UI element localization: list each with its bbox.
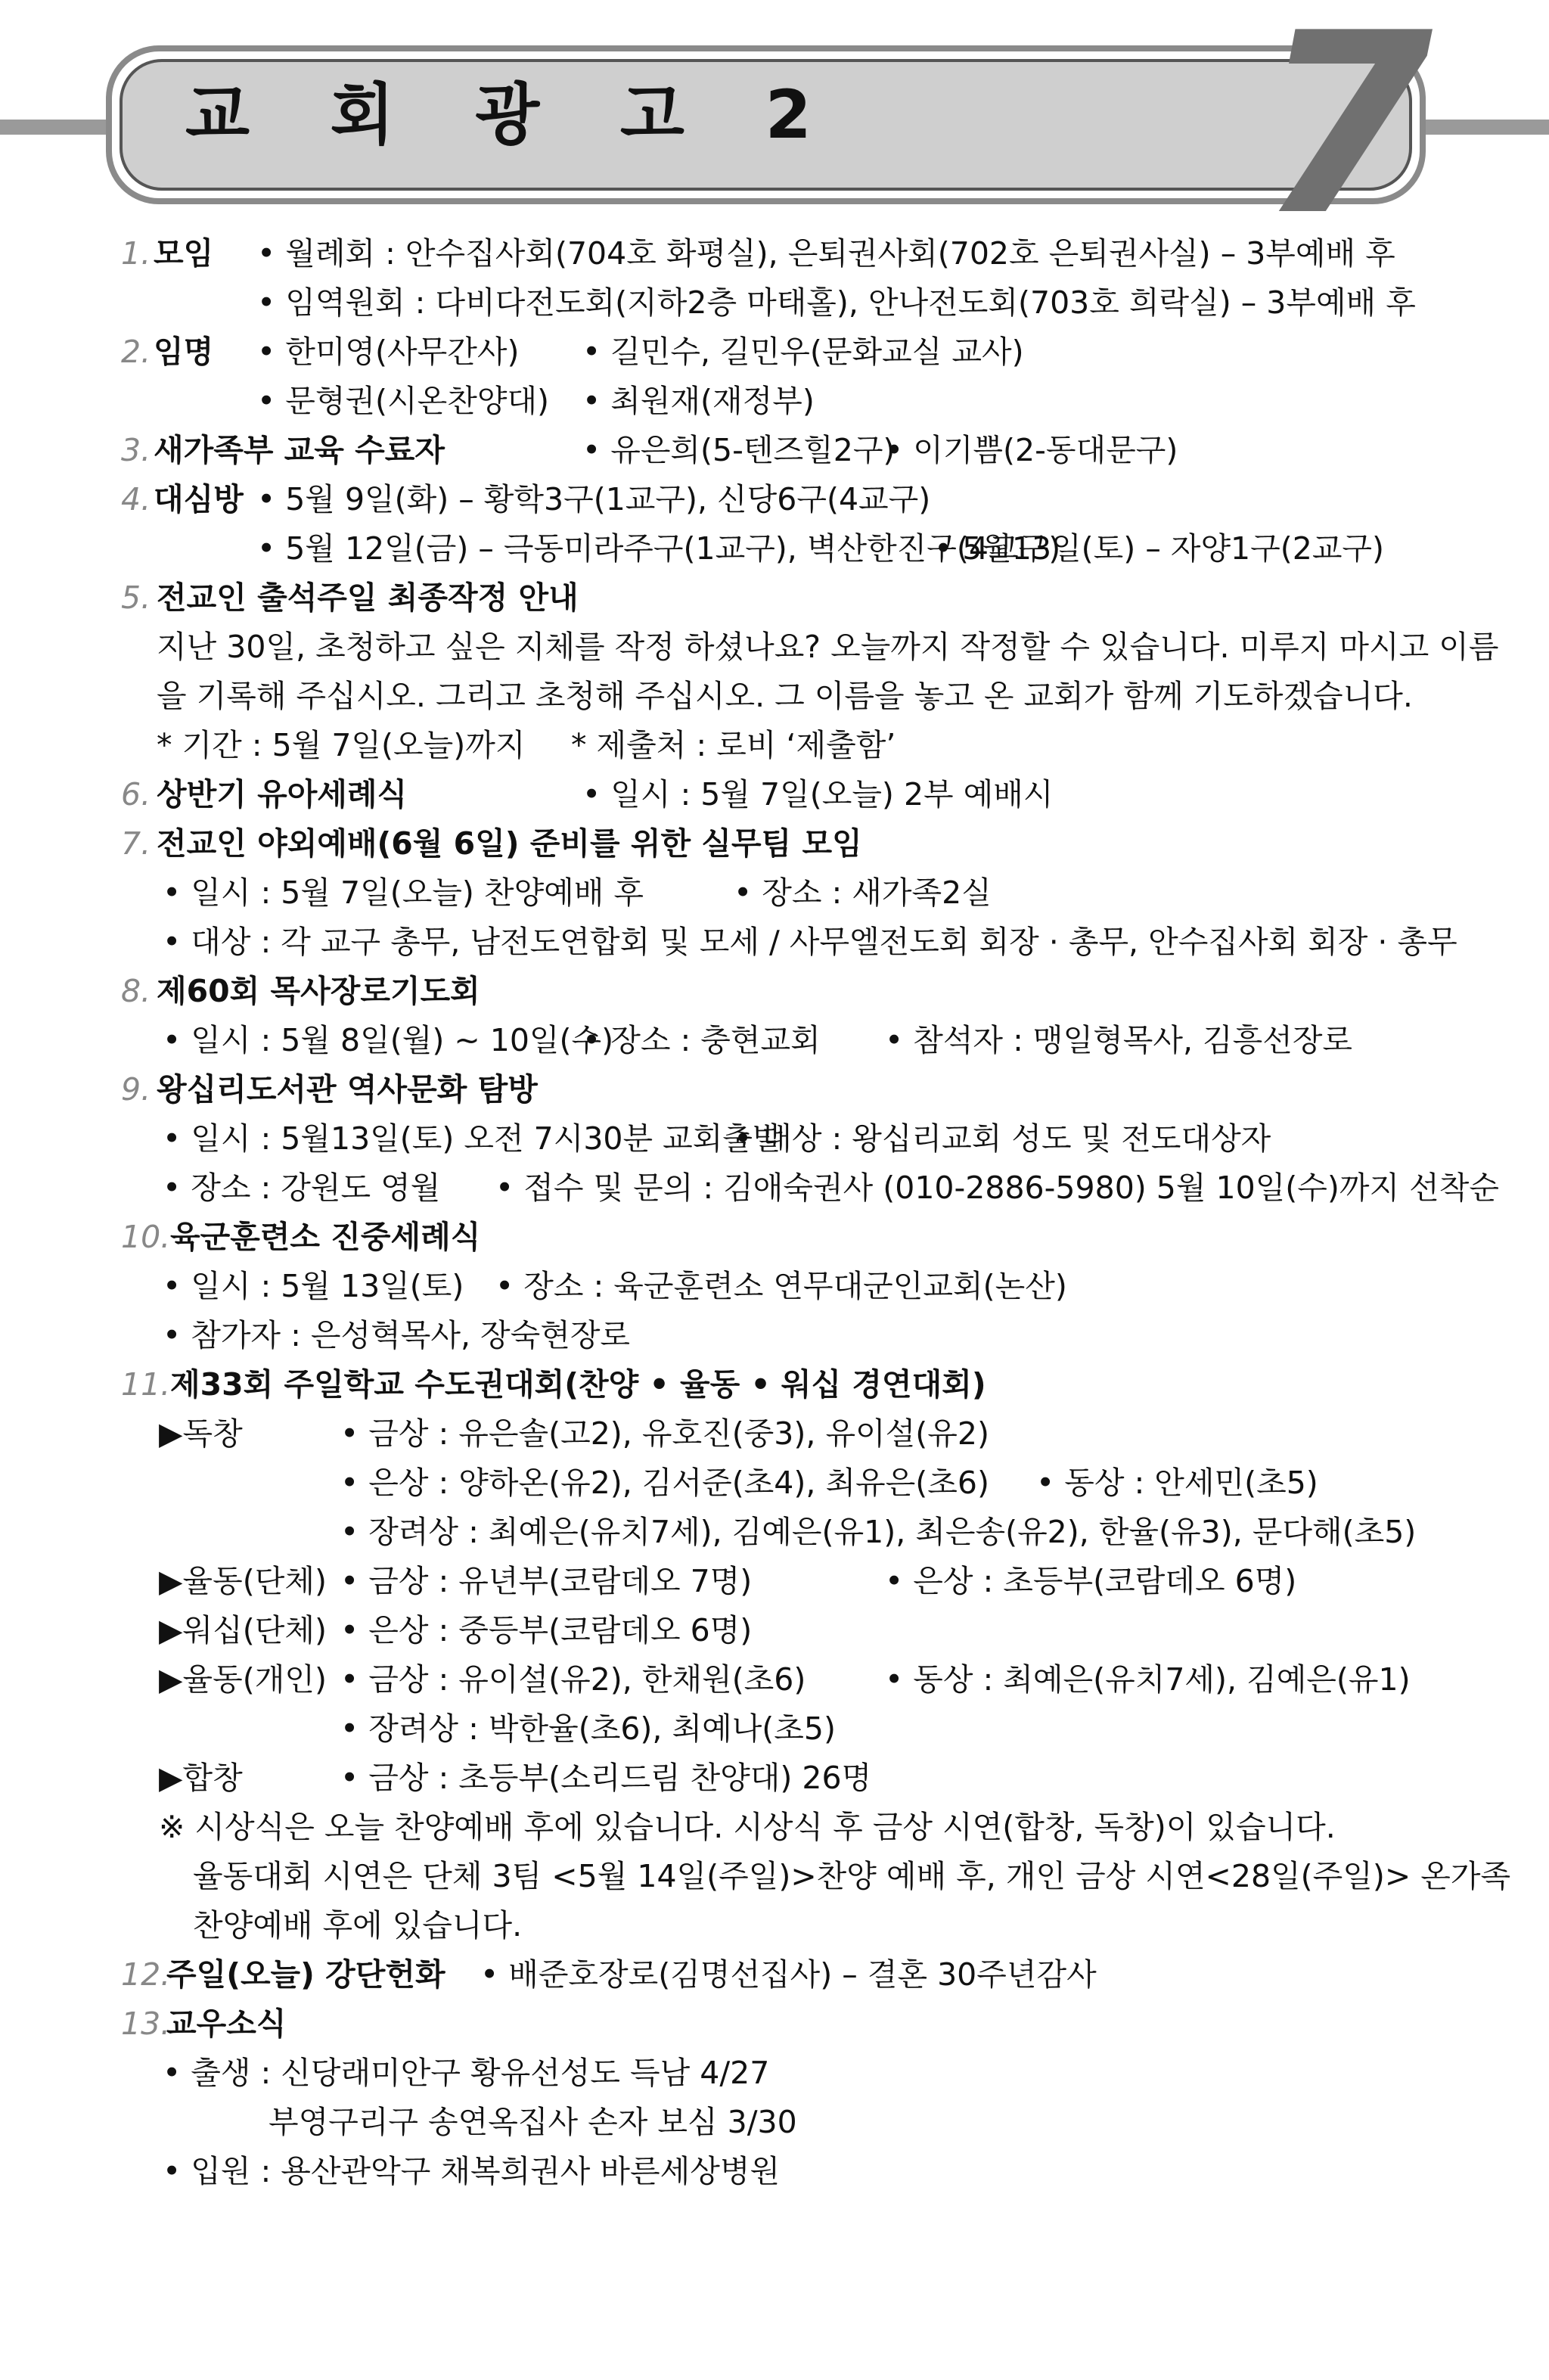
item-text: 부영구리구 송연옥집사 손자 보심 3/30	[269, 2104, 797, 2140]
item-text: • 대상 : 왕십리교회 성도 및 전도대상자	[734, 1120, 1271, 1157]
item-text: • 장소 : 강원도 영월	[163, 1170, 441, 1206]
item-text: • 5월 9일(화) – 황학3구(1교구), 신당6구(4교구)	[257, 481, 931, 517]
item-text: • 임역원회 : 다비다전도회(지하2층 마태홀), 안나전도회(703호 희락실) – 3부예배 후	[257, 284, 1416, 321]
item-text: 율동대회 시연은 단체 3팀 <5월 14일(주일)>찬양 예배 후, 개인 금상 시연<28일(주일)> 온가족	[193, 1858, 1511, 1894]
item-text: • 접수 및 문의 : 김애숙권사 (010-2886-5980) 5월 10일(수)까지 선착순	[495, 1170, 1499, 1206]
item-text: • 장려상 : 최예은(유치7세), 김예은(유1), 최은송(유2), 한율(유3), 문다해(초5)	[340, 1514, 1417, 1550]
item-text: • 금상 : 초등부(소리드림 찬양대) 26명	[340, 1760, 872, 1796]
item-text: • 장소 : 새가족2실	[734, 875, 992, 911]
item-text: • 한미영(사무간사)	[257, 334, 520, 370]
item-text: • 은상 : 중등부(코람데오 6명)	[340, 1612, 753, 1648]
item-number: 7.	[121, 825, 151, 862]
item-text: ▶워십(단체)	[159, 1612, 327, 1648]
item-text: • 문형권(시온찬양대)	[257, 383, 550, 419]
item-number: 8.	[121, 973, 151, 1009]
item-text: • 은상 : 양하온(유2), 김서준(초4), 최유은(초6)	[340, 1465, 989, 1501]
item-text: ▶율동(단체)	[159, 1563, 327, 1599]
item-text: • 일시 : 5월 13일(토)	[163, 1268, 464, 1304]
item-text: • 5월13일(토) – 자양1구(2교구)	[934, 530, 1385, 567]
item-text: • 5월 12일(금) – 극동미라주구(1교구), 벽산한진구(4교구)	[257, 530, 1061, 567]
item-text: • 일시 : 5월 8일(월) ~ 10일(수)	[163, 1022, 614, 1058]
item-text: • 동상 : 안세민(초5)	[1036, 1465, 1318, 1501]
item-text: • 입원 : 용산관악구 채복희권사 바른세상병원	[163, 2153, 781, 2189]
item-text: • 은상 : 초등부(코람데오 6명)	[885, 1563, 1297, 1599]
item-text: • 배준호장로(김명선집사) – 결혼 30주년감사	[480, 1956, 1097, 1993]
item-text: • 참가자 : 은성혁목사, 장숙현장로	[163, 1317, 631, 1353]
item-number: 3.	[121, 432, 151, 468]
item-number: 6.	[121, 776, 151, 812]
item-number: 12.	[121, 1956, 171, 1993]
item-text: • 출생 : 신당래미안구 황유선성도 득남 4/27	[163, 2055, 770, 2091]
item-text: • 이기쁨(2-동대문구)	[885, 432, 1178, 468]
item-heading: 왕십리도서관 역사문화 탐방	[157, 1071, 538, 1108]
item-number: 2.	[121, 334, 151, 370]
item-text: ▶독창	[159, 1415, 243, 1452]
item-text: • 대상 : 각 교구 총무, 남전도연합회 및 모세 / 사무엘전도회 회장 · 총무, 안수집사회 회장 · 총무	[163, 924, 1457, 960]
page-title: 교 회 광 고 2	[185, 76, 840, 154]
item-heading: 제60회 목사장로기도회	[157, 973, 480, 1009]
item-text: • 금상 : 유년부(코람데오 7명)	[340, 1563, 753, 1599]
item-number: 1.	[121, 235, 151, 272]
item-text: 지난 30일, 초청하고 싶은 지체를 작정 하셨나요? 오늘까지 작정할 수 있습니다. 미루지 마시고 이름	[157, 629, 1499, 665]
item-heading: 임명	[154, 334, 214, 370]
item-heading: 모임	[154, 235, 214, 272]
item-number: 11.	[121, 1366, 171, 1403]
item-text: 을 기록해 주십시오. 그리고 초청해 주십시오. 그 이름을 놓고 온 교회가 함께 기도하겠습니다.	[157, 678, 1413, 714]
item-heading: 육군훈련소 진중세례식	[170, 1219, 481, 1255]
item-number: 13.	[121, 2006, 171, 2042]
item-text: • 일시 : 5월13일(토) 오전 7시30분 교회출발	[163, 1120, 783, 1157]
item-text: ※ 시상식은 오늘 찬양예배 후에 있습니다. 시상식 후 금상 시연(합창, 독창)이 있습니다.	[159, 1809, 1336, 1845]
item-text: ▶율동(개인)	[159, 1661, 327, 1698]
item-heading: 전교인 야외예배(6월 6일) 준비를 위한 실무팀 모임	[157, 825, 862, 862]
item-heading: 상반기 유아세례식	[157, 776, 408, 812]
item-heading: 제33회 주일학교 수도권대회(찬양 • 율동 • 워십 경연대회)	[170, 1366, 986, 1403]
item-number: 9.	[121, 1071, 151, 1108]
item-heading: 새가족부 교육 수료자	[154, 432, 445, 468]
item-text: • 장려상 : 박한율(초6), 최예나(초5)	[340, 1710, 836, 1747]
item-heading: 대심방	[154, 481, 244, 517]
item-number: 10.	[121, 1219, 171, 1255]
item-text: ▶합창	[159, 1760, 243, 1796]
item-heading: 주일(오늘) 강단헌화	[166, 1956, 445, 1993]
item-text: • 동상 : 최예은(유치7세), 김예은(유1)	[885, 1661, 1411, 1698]
item-text: 찬양예배 후에 있습니다.	[193, 1907, 523, 1943]
item-text: • 일시 : 5월 7일(오늘) 찬양예배 후	[163, 875, 644, 911]
item-text: • 장소 : 육군훈련소 연무대군인교회(논산)	[495, 1268, 1067, 1304]
item-text: • 장소 : 충현교회	[582, 1022, 821, 1058]
item-text: • 일시 : 5월 7일(오늘) 2부 예배시	[582, 776, 1054, 812]
item-text: • 월례회 : 안수집사회(704호 화평실), 은퇴권사회(702호 은퇴권사실) – 3부예배 후	[257, 235, 1395, 272]
header-rule-left	[0, 120, 121, 135]
item-text: • 참석자 : 맹일형목사, 김흥선장로	[885, 1022, 1353, 1058]
item-text: • 금상 : 유이설(유2), 한채원(초6)	[340, 1661, 806, 1698]
item-text: * 기간 : 5월 7일(오늘)까지	[157, 727, 526, 763]
item-number: 5.	[121, 579, 151, 616]
item-heading: 전교인 출석주일 최종작정 안내	[157, 579, 579, 616]
item-text: • 최원재(재정부)	[582, 383, 815, 419]
item-text: • 금상 : 유은솔(고2), 유호진(중3), 유이설(유2)	[340, 1415, 989, 1452]
page-number: 7	[1259, 0, 1433, 270]
item-number: 4.	[121, 481, 151, 517]
item-heading: 교우소식	[166, 2006, 287, 2042]
item-text: * 제출처 : 로비 ‘제출함’	[571, 727, 896, 763]
item-text: • 유은희(5-텐즈힐2구)	[582, 432, 896, 468]
item-text: • 길민수, 길민우(문화교실 교사)	[582, 334, 1024, 370]
